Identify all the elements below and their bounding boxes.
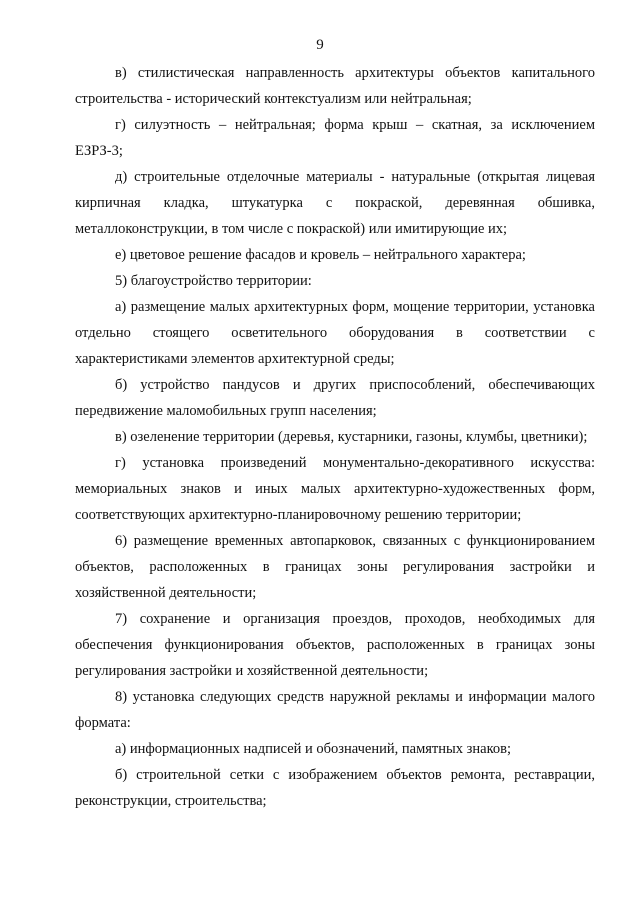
document-body: [75, 60, 595, 814]
paragraph-greening: в) озеленение территории (деревья, кустарники, газоны, клумбы, цветники);: [115, 429, 588, 445]
paragraph-architecture-style: в) стилистическая направленность архитектуры объектов капитального строительства - исторический контекстуализм или нейтральная;: [75, 65, 595, 107]
paragraph-passages: 7) сохранение и организация проездов, проходов, необходимых для обеспечения функционирования объектов, расположенных в границах зоны регулирования застройки и хозяйственной деятельности;: [75, 611, 595, 679]
paragraph-advertising-heading: 8) установка следующих средств наружной рекламы и информации малого формата:: [75, 689, 595, 731]
paragraph-info-signs: а) информационных надписей и обозначений, памятных знаков;: [115, 741, 512, 757]
paragraph-small-forms: а) размещение малых архитектурных форм, мощение территории, установка отдельно стоящего осветительного оборудования в соответствии с характеристиками элементов архитектурной среды;: [75, 299, 595, 367]
paragraph-construction-mesh: б) строительной сетки с изображением объектов ремонта, реставрации, реконструкции, строительства;: [75, 767, 595, 809]
paragraph-landscaping-heading: 5) благоустройство территории:: [115, 273, 312, 289]
paragraph-color-scheme: е) цветовое решение фасадов и кровель – нейтрального характера;: [115, 247, 526, 263]
paragraph-finishing-materials: д) строительные отделочные материалы - натуральные (открытая лицевая кирпичная кладка, штукатурка с покраской, деревянная обшивка, металлоконструкции, в том числе с покраской) или имитирующие их;: [75, 169, 595, 237]
paragraph-ramps: б) устройство пандусов и других приспособлений, обеспечивающих передвижение маломобильных групп населения;: [75, 377, 595, 419]
paragraph-temporary-parking: 6) размещение временных автопарковок, связанных с функционированием объектов, расположенных в границах зоны регулирования застройки и хозяйственной деятельности;: [75, 533, 595, 601]
paragraph-silhouette: г) силуэтность – нейтральная; форма крыш – скатная, за исключением ЕЗРЗ-3;: [75, 117, 595, 159]
page-number: 9: [316, 37, 324, 53]
paragraph-monumental-art: г) установка произведений монументально-декоративного искусства: мемориальных знаков и иных малых архитектурно-художественных форм, соответствующих архитектурно-планировочному решению территории;: [75, 455, 595, 523]
